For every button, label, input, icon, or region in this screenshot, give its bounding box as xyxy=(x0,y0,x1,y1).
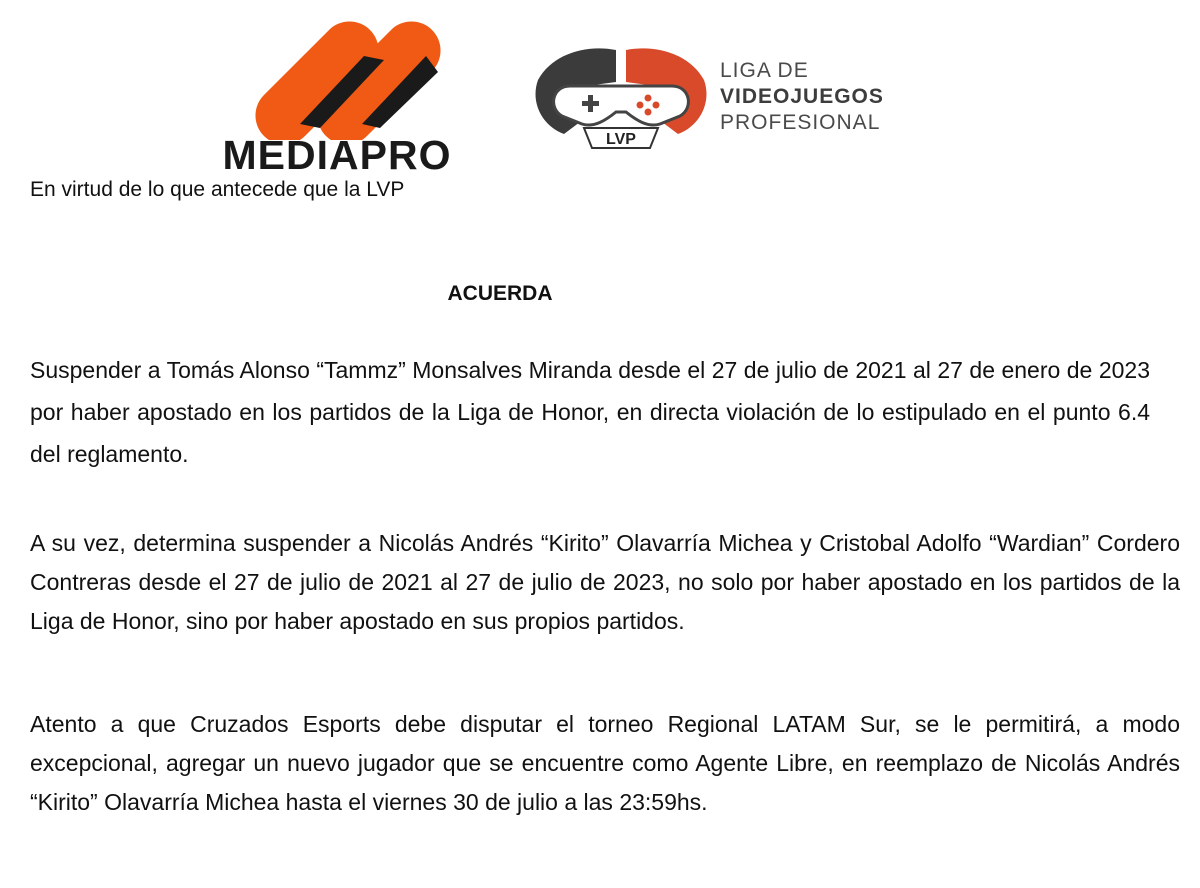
mediapro-mark-icon xyxy=(242,20,452,140)
paragraph-suspension-kirito-wardian: A su vez, determina suspender a Nicolás Andrés “Kirito” Olavarría Michea y Cristobal Adolfo “Wardian” Cordero Contreras desde el 27 de julio de 2021 al 27 de julio de 2023, no solo por haber apostado en los partidos de la Liga de Honor, sino por haber apostado en sus propios partidos. xyxy=(30,530,1180,634)
lvp-emblem-icon xyxy=(530,42,712,150)
paragraph-suspension-tammz: Suspender a Tomás Alonso “Tammz” Monsalves Miranda desde el 27 de julio de 2021 al 27 de enero de 2023 por haber apostado en los partidos de la Liga de Honor, en directa violación de lo estipulado en el punto 6.4 del reglamento. xyxy=(30,357,1150,467)
lvp-badge-text: LVP xyxy=(606,131,636,148)
lvp-line-1: LIGA DE xyxy=(720,59,809,82)
intro-text: En virtud de lo que antecede que la LVP xyxy=(30,178,405,201)
mediapro-logo xyxy=(222,20,452,178)
lvp-wordmark xyxy=(720,58,895,136)
paragraph-free-agent-exception: Atento a que Cruzados Esports debe disputar el torneo Regional LATAM Sur, se le permitirá, a modo excepcional, agregar un nuevo jugador que se encuentre como Agente Libre, en reemplazo de Nicolás Andrés “Kirito” Olavarría Michea hasta el viernes 30 de julio a las 23:59hs. xyxy=(30,711,1180,815)
mediapro-wordmark: MEDIAPRO xyxy=(222,132,452,178)
lvp-logo xyxy=(530,42,890,154)
lvp-line-2: VIDEOJUEGOS xyxy=(720,85,884,108)
lvp-line-3: PROFESIONAL xyxy=(720,111,881,134)
resolution-heading: ACUERDA xyxy=(447,282,553,305)
